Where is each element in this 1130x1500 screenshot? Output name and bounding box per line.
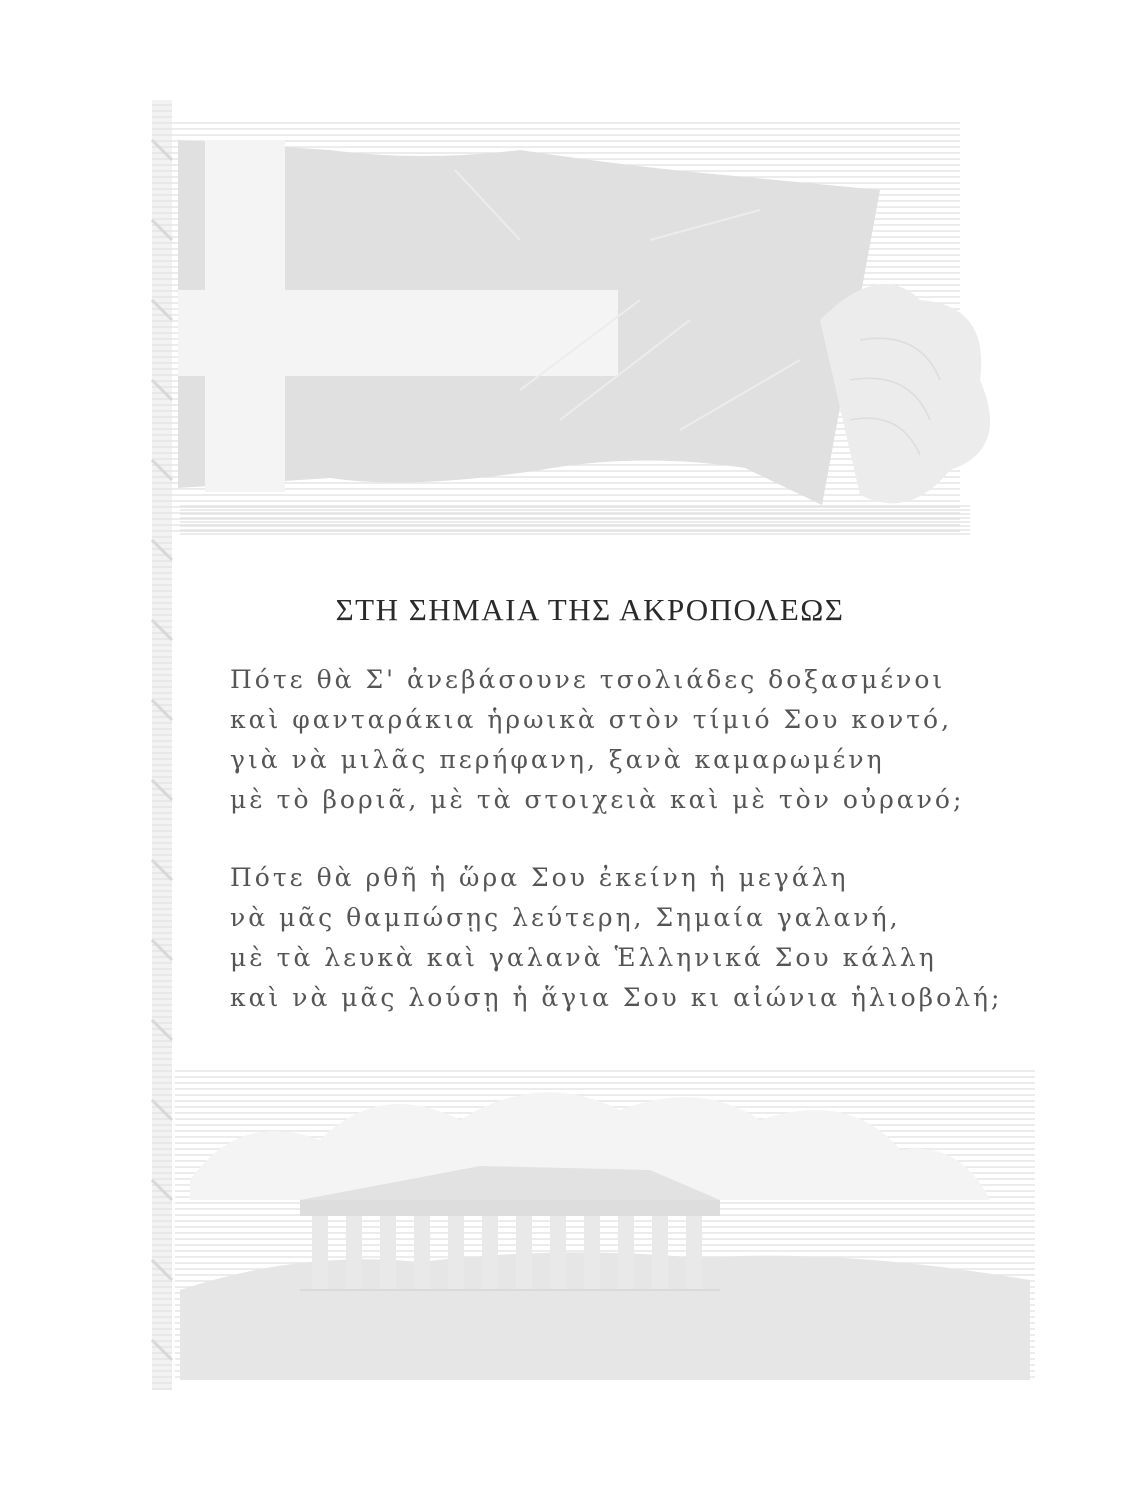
verse-line: Πότε θὰ ρθῆ ἡ ὥρα Σου ἐκείνη ἡ μεγάλη [230,863,849,892]
acropolis-icon [175,1068,1035,1380]
verse-line: καὶ νὰ μᾶς λούσῃ ἡ ἅγια Σου κι αἰώνια ἡλιοβολή; [230,983,1003,1012]
flagpole-icon [152,100,172,1390]
poem-stanza-2 [230,858,1003,1018]
verse-line: μὲ τὸ βοριᾶ, μὲ τὰ στοιχειὰ καὶ μὲ τὸν οὐρανό; [230,785,965,814]
flag-icon [170,118,990,535]
verse-line: νὰ μᾶς θαμπώσῃς λεύτερη, Σημαία γαλανή, [230,903,901,932]
verse-line: Πότε θὰ Σ' ἀνεβάσουνε τσολιάδες δοξασμένοι [230,665,946,694]
verse-line: μὲ τὰ λευκὰ καὶ γαλανὰ Ἑλληνικά Σου κάλλη [230,943,937,972]
verse-line: γιὰ νὰ μιλᾶς περήφανη, ξανὰ καμαρωμένη [230,745,885,774]
poem-stanza-1 [230,660,965,820]
verse-line: καὶ φανταράκια ἡρωικὰ στὸν τίμιό Σου κοντό, [230,705,953,734]
poem-title: ΣΤΗ ΣΗΜΑΙΑ ΤΗΣ ΑΚΡΟΠΟΛΕΩΣ [335,592,845,627]
